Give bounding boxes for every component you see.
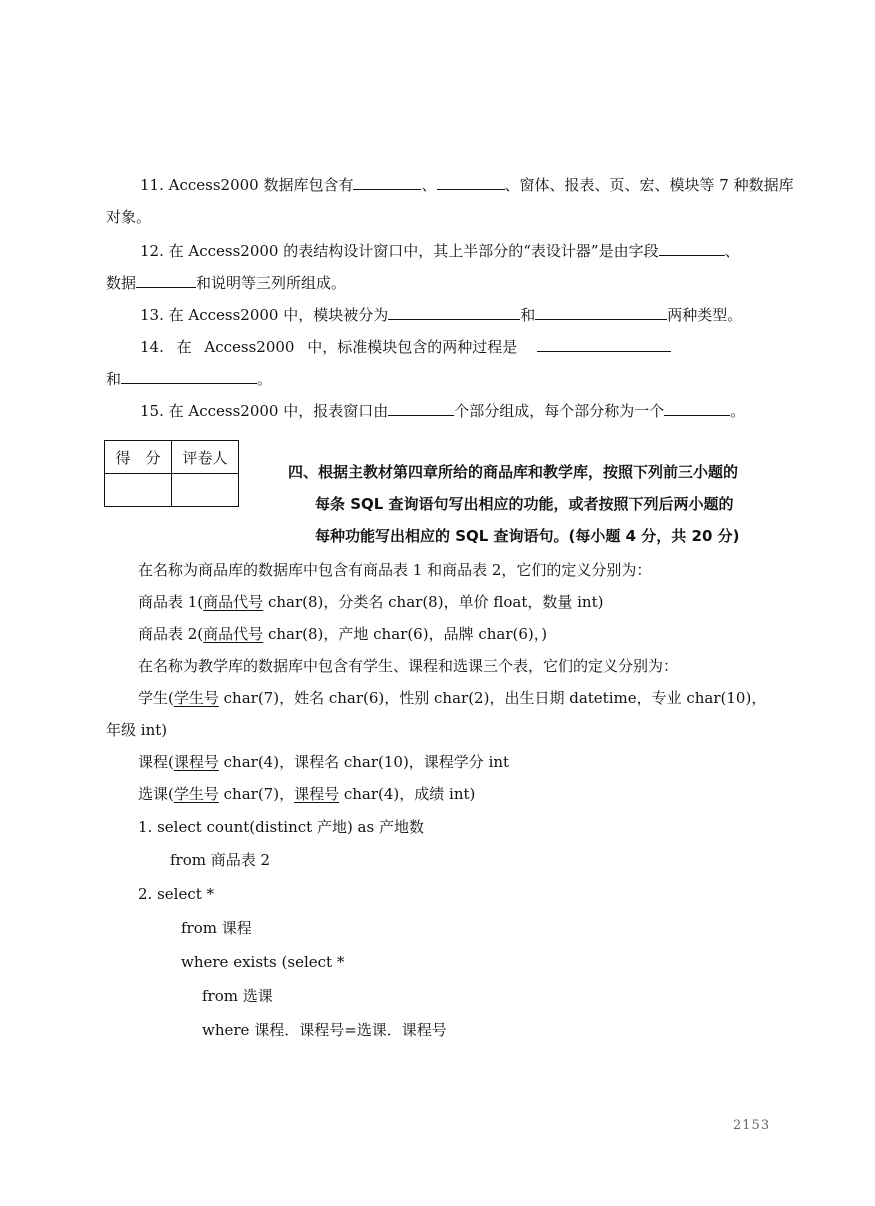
query-2-line1: 2. select * bbox=[138, 885, 215, 903]
answer-blank bbox=[121, 369, 257, 384]
schema-intro-2: 在名称为教学库的数据库中包含有学生、课程和选课三个表，它们的定义分别为： bbox=[138, 657, 679, 675]
schema-table-2: 商品表 2(商品代号 char(8)，产地 char(6)，品牌 char(6)，) bbox=[138, 625, 548, 643]
primary-key: 课程号 bbox=[173, 753, 219, 771]
schema-intro-1: 在名称为商品库的数据库中包含有商品表 1 和商品表 2，它们的定义分别为： bbox=[138, 561, 652, 579]
query-2-line4: from 选课 bbox=[202, 987, 273, 1005]
query-2-line3: where exists (select * bbox=[181, 953, 345, 971]
page-number: 2153 bbox=[733, 1118, 771, 1133]
question-12-line2: 数据 和说明等三列所组成。 bbox=[106, 274, 347, 292]
answer-blank bbox=[353, 175, 421, 190]
section-4-heading-line3: 每种功能写出相应的 SQL 查询语句。(每小题 4 分，共 20 分) bbox=[315, 527, 740, 545]
question-14-line2: 和 。 bbox=[106, 370, 273, 388]
primary-key: 商品代号 bbox=[203, 593, 264, 611]
schema-student: 学生(学生号 char(7)，姓名 char(6)，性别 char(2)，出生日期 datetime，专业 char(10)， bbox=[138, 689, 767, 707]
schema-student-cont: 年级 int) bbox=[106, 721, 168, 739]
primary-key: 学生号 bbox=[173, 689, 219, 707]
section-4-heading-line2: 每条 SQL 查询语句写出相应的功能，或者按照下列后两小题的 bbox=[315, 495, 734, 513]
question-11-line1: 11. Access2000 数据库包含有 、 、窗体、报表、页、宏、模块等 7 种数据库 bbox=[140, 176, 794, 194]
score-cell[interactable] bbox=[105, 474, 172, 507]
answer-blank bbox=[664, 401, 730, 416]
score-header: 得 分 bbox=[105, 441, 172, 474]
grader-header: 评卷人 bbox=[172, 441, 239, 474]
schema-course: 课程(课程号 char(4)，课程名 char(10)，课程学分 int bbox=[138, 753, 510, 771]
answer-blank bbox=[537, 337, 671, 352]
section-4-heading-line1: 四、根据主教材第四章所给的商品库和教学库，按照下列前三小题的 bbox=[288, 463, 739, 481]
query-2-line5: where 课程．课程号=选课．课程号 bbox=[202, 1021, 447, 1039]
question-15: 15. 在 Access2000 中，报表窗口由 个部分组成，每个部分称为一个 。 bbox=[140, 402, 746, 420]
score-table bbox=[104, 440, 239, 507]
question-12-line1: 12. 在 Access2000 的表结构设计窗口中，其上半部分的“表设计器”是由字段 、 bbox=[140, 242, 740, 260]
question-13: 13. 在 Access2000 中，模块被分为 和 两种类型。 bbox=[140, 306, 743, 324]
primary-key: 课程号 bbox=[294, 785, 340, 803]
answer-blank bbox=[388, 401, 454, 416]
answer-blank bbox=[437, 175, 505, 190]
answer-blank bbox=[388, 305, 520, 320]
primary-key: 商品代号 bbox=[203, 625, 264, 643]
grader-cell[interactable] bbox=[172, 474, 239, 507]
query-1-line1: 1. select count(distinct 产地) as 产地数 bbox=[138, 818, 424, 836]
schema-enrollment: 选课(学生号 char(7)，课程号 char(4)，成绩 int) bbox=[138, 785, 476, 803]
query-2-line2: from 课程 bbox=[181, 919, 252, 937]
answer-blank bbox=[535, 305, 667, 320]
schema-table-1: 商品表 1(商品代号 char(8)，分类名 char(8)，单价 float，数量 int) bbox=[138, 593, 604, 611]
question-11-line2: 对象。 bbox=[106, 208, 152, 226]
question-14-line1: 14. 在 Access2000 中，标准模块包含的两种过程是 bbox=[140, 337, 671, 357]
answer-blank bbox=[659, 241, 725, 256]
query-1-line2: from 商品表 2 bbox=[170, 851, 271, 869]
answer-blank bbox=[136, 273, 196, 288]
primary-key: 学生号 bbox=[173, 785, 219, 803]
